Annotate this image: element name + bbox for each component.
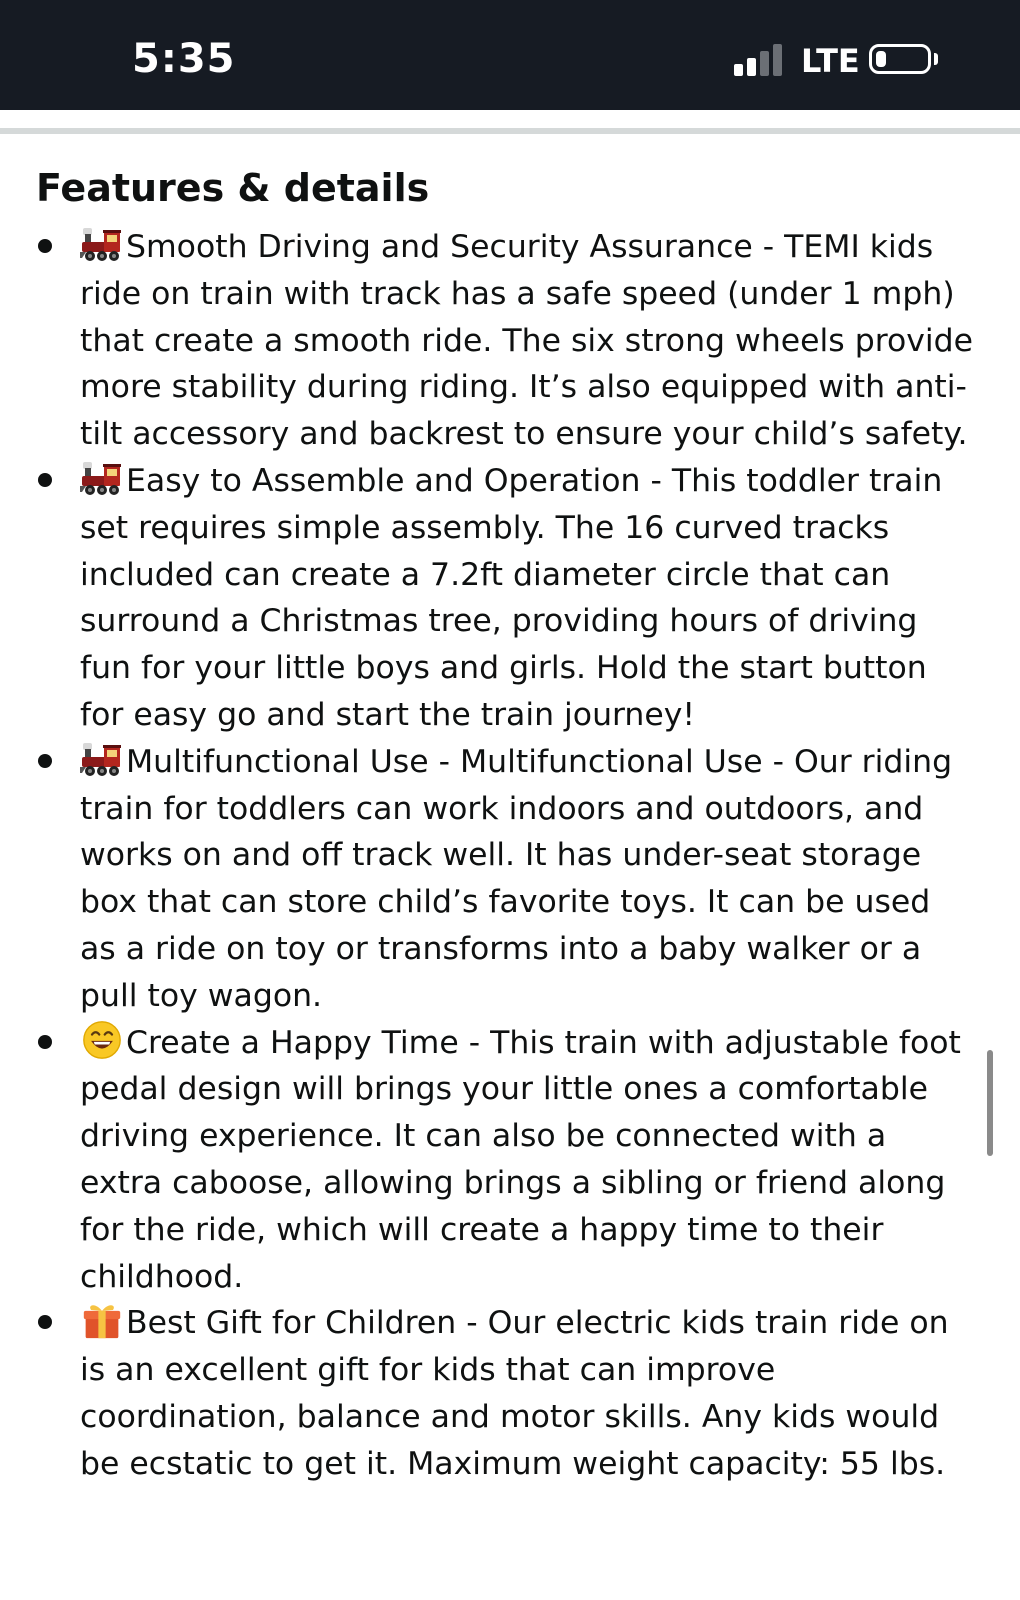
status-bar — [0, 0, 1020, 110]
smiling-face-icon — [80, 1020, 124, 1060]
train-icon — [80, 458, 124, 498]
feature-text: Multifunctional Use - Multifunctional Use - Our riding train for toddlers can work indoors and outdoors, and works on and off track well. It has under-seat storage box that can store child’s favorite toys. It can be used as a ride on toy or transforms into a baby walker or a pull toy wagon. — [80, 743, 953, 1014]
battery-icon — [869, 44, 931, 74]
train-icon — [80, 739, 124, 779]
feature-item — [0, 739, 1000, 1020]
bullet-dot — [38, 239, 52, 253]
bullet-dot — [38, 473, 52, 487]
feature-item — [0, 458, 1000, 739]
gift-icon — [80, 1300, 124, 1340]
feature-text: Create a Happy Time - This train with adjustable foot pedal design will brings your little ones a comfortable driving experience. It can also be connected with a extra caboose, allowing brings a sibling or friend along for the ride, which will create a happy time to their childhood. — [80, 1024, 961, 1295]
feature-text: Best Gift for Children - Our electric kids train ride on is an excellent gift for kids that can improve coordination, balance and motor skills. Any kids would be ecstatic to get it. Maximum weight capacity: 55 lbs. — [80, 1305, 949, 1482]
feature-text: Smooth Driving and Security Assurance - TEMI kids ride on train with track has a safe speed (under 1 mph) that create a smooth ride. The six strong wheels provide more stability during riding. It’s also equipped with anti-tilt accessory and backrest to ensure your child’s safety. — [80, 229, 974, 453]
network-type: LTE — [801, 42, 860, 80]
scrollbar-thumb[interactable] — [987, 1050, 993, 1156]
bullet-dot — [38, 1035, 52, 1049]
bullet-dot — [38, 1315, 52, 1329]
bullet-dot — [38, 754, 52, 768]
section-divider — [0, 128, 1020, 134]
battery-cap — [934, 53, 938, 65]
feature-item — [0, 1300, 1000, 1487]
cellular-signal-icon — [734, 42, 784, 76]
battery-level — [876, 51, 886, 67]
section-title: Features & details — [36, 166, 430, 210]
feature-item — [0, 1020, 1000, 1301]
features-list — [0, 224, 1000, 1488]
feature-text: Easy to Assemble and Operation - This toddler train set requires simple assembly. The 16 curved tracks included can create a 7.2ft diameter circle that can surround a Christmas tree, providing hours of driving fun for your little boys and girls. Hold the start button for easy go and start the train journey! — [80, 462, 943, 733]
feature-item — [0, 224, 1000, 458]
status-time: 5:35 — [132, 36, 236, 82]
train-icon — [80, 224, 124, 264]
